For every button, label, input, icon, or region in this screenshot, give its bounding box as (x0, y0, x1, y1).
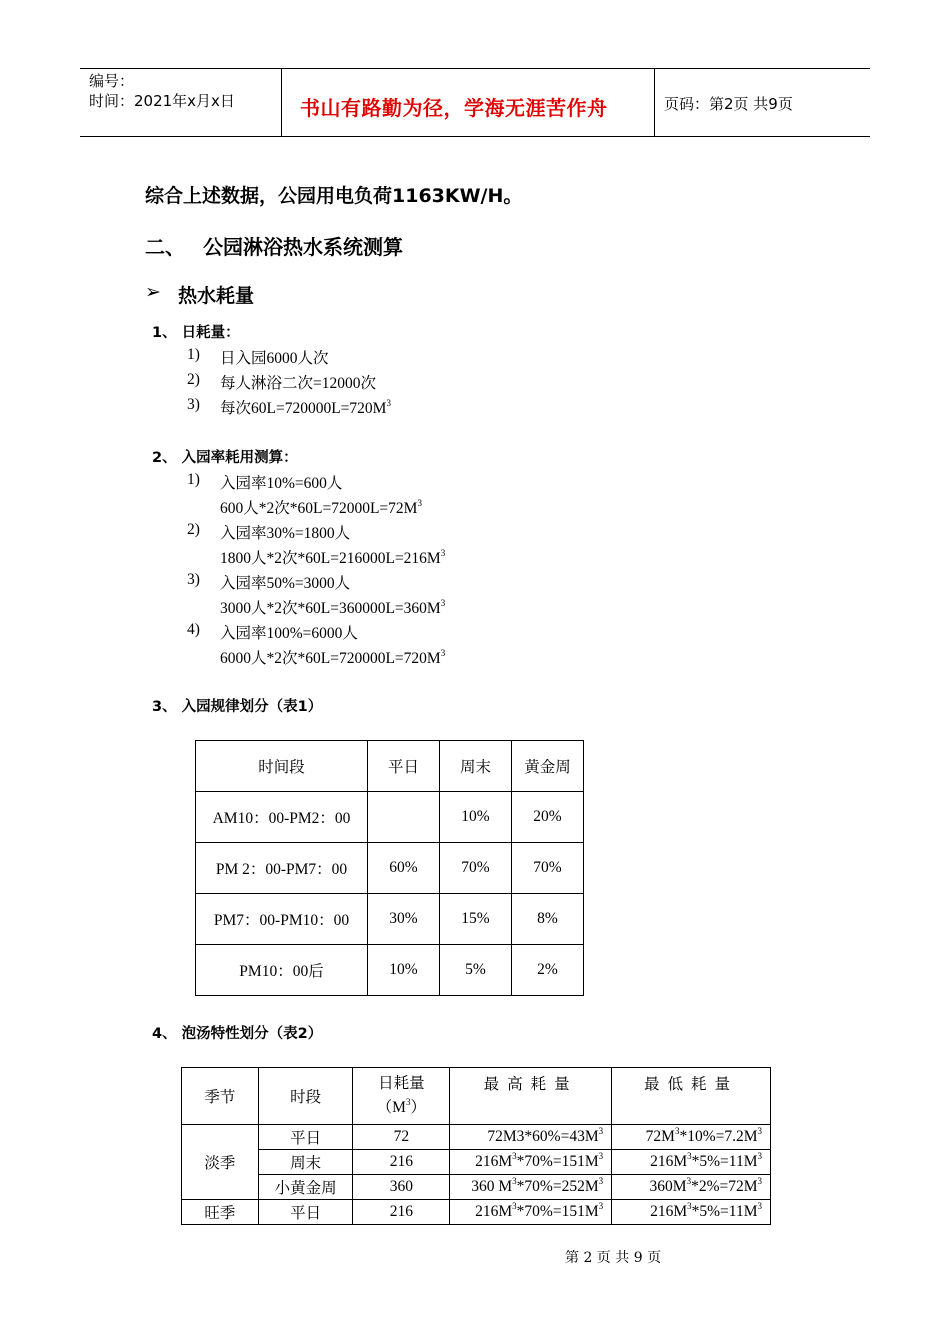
list-num: 1) (187, 471, 200, 488)
table-row (182, 1200, 771, 1225)
summary-text: 综合上述数据，公园用电负荷1163KW/H。 (145, 185, 523, 207)
table-header-cell: 周末 (440, 741, 512, 792)
section-number: 二、 (145, 235, 185, 259)
table-header-row (182, 1068, 771, 1125)
item3-title: 3、 入园规律划分（表1） (152, 699, 323, 715)
header-divider (281, 68, 282, 136)
table-row (196, 792, 584, 843)
table-cell: 10% (440, 792, 512, 843)
table-cell: $216M^3*5\%=11M^3$ (612, 1150, 771, 1175)
table-row (182, 1175, 771, 1200)
list-item: 每人淋浴二次=12000次 (220, 375, 376, 392)
header-bottom-rule (80, 136, 870, 137)
table-header-cell: 平日 (368, 741, 440, 792)
item2-title: 2、 入园率耗用测算： (152, 450, 298, 466)
table-row (196, 843, 584, 894)
table-cell: 平日 (258, 1200, 353, 1225)
table-cell: 平日 (258, 1125, 353, 1150)
table-cell: 周末 (258, 1150, 353, 1175)
table-header-cell: 最高耗量 (450, 1068, 612, 1125)
table-header-cell (353, 1068, 450, 1125)
table-cell: 10% (368, 945, 440, 996)
list-num: 2) (187, 371, 200, 388)
subsection-title: 热水耗量 (178, 285, 255, 307)
header-top-rule (80, 68, 870, 69)
table-header-cell: 季节 (182, 1068, 259, 1125)
season-cell: 旺季 (182, 1200, 259, 1225)
list-item: 600人*2次$*60L=72000L=72M^3$ (220, 498, 422, 517)
table-cell: PM10：00后 (196, 945, 368, 996)
table-row (196, 894, 584, 945)
list-num: 3) (187, 396, 200, 413)
table-cell: AM10：00-PM2：00 (196, 792, 368, 843)
table-cell: PM 2：00-PM7：00 (196, 843, 368, 894)
header-motto: 书山有路勤为径，学海无涯苦作舟 (300, 96, 608, 120)
table-row (196, 945, 584, 996)
list-item: 每次$60L=720000L=720M^3$ (220, 398, 391, 417)
header-page-label: 页码：第2页 共9页 (664, 95, 793, 113)
table-cell: 8% (512, 894, 584, 945)
table-cell: 30% (368, 894, 440, 945)
table-entry-pattern (195, 740, 584, 996)
table-cell: 70% (440, 843, 512, 894)
bullet-arrow-icon: ➢ (145, 281, 161, 303)
table-cell: $216M^3*70\%=151M^3$ (450, 1200, 612, 1225)
section-title: 公园淋浴热水系统测算 (203, 235, 403, 259)
table-cell: 小黄金周 (258, 1175, 353, 1200)
list-num: 2) (187, 521, 200, 538)
table-cell: 72 (353, 1125, 450, 1150)
header-time-label: 时间：2021年x月x日 (89, 92, 235, 110)
table-cell: 216 (353, 1150, 450, 1175)
header-code-label: 编号： (89, 72, 135, 90)
table-cell: 15% (440, 894, 512, 945)
table-cell: PM7：00-PM10：00 (196, 894, 368, 945)
list-item: 入园率10%=600人 (220, 475, 343, 492)
list-item: 入园率50%=3000人 (220, 575, 351, 592)
list-num: 4) (187, 621, 200, 638)
list-item: 6000人*2次$*60L=720000L=720M^3$ (220, 648, 446, 667)
table-cell: $72M^3*10\%=7.2M^3$ (612, 1125, 771, 1150)
table-header-cell: 黄金周 (512, 741, 584, 792)
table-cell: 2% (512, 945, 584, 996)
page-footer: 第 2 页 共 9 页 (565, 1250, 662, 1266)
table-cell: $216M^3*70\%=151M^3$ (450, 1150, 612, 1175)
table-cell: $72M3*60\%=43M^3$ (450, 1125, 612, 1150)
table-cell: $360M^3*2\%=72M^3$ (612, 1175, 771, 1200)
table-cell: 216 (353, 1200, 450, 1225)
table-cell: $216M^3*5\%=11M^3$ (612, 1200, 771, 1225)
table-row (182, 1125, 771, 1150)
table-cell: 70% (512, 843, 584, 894)
table-cell: 360 (353, 1175, 450, 1200)
table-cell (368, 792, 440, 843)
season-cell: 淡季 (182, 1125, 259, 1200)
list-item: 日入园6000人次 (220, 350, 329, 367)
header-divider (654, 68, 655, 136)
table-cell: 20% (512, 792, 584, 843)
item4-title: 4、 泡汤特性划分（表2） (152, 1026, 323, 1042)
list-item: 入园率30%=1800人 (220, 525, 351, 542)
table-soak-pattern (181, 1067, 771, 1225)
table-cell: 60% (368, 843, 440, 894)
table-header-row (196, 741, 584, 792)
table-row (182, 1150, 771, 1175)
item1-title: 1、 日耗量： (152, 325, 240, 341)
list-item: 1800人*2次$*60L=216000L=216M^3$ (220, 548, 446, 567)
list-item: 入园率100%=6000人 (220, 625, 358, 642)
table-cell: 5% (440, 945, 512, 996)
list-num: 1) (187, 346, 200, 363)
table-cell: 360 $M^3*70\%=252M^3$ (450, 1175, 612, 1200)
table-header-cell: 时间段 (196, 741, 368, 792)
daily-header-label: 日耗量 (378, 1075, 425, 1092)
list-num: 3) (187, 571, 200, 588)
table-header-cell: 时段 (258, 1068, 353, 1125)
daily-header-unit: $(M^3)$ (376, 1097, 426, 1116)
table-header-cell: 最低耗量 (612, 1068, 771, 1125)
list-item: 3000人*2次$*60L=360000L=360M^3$ (220, 598, 446, 617)
